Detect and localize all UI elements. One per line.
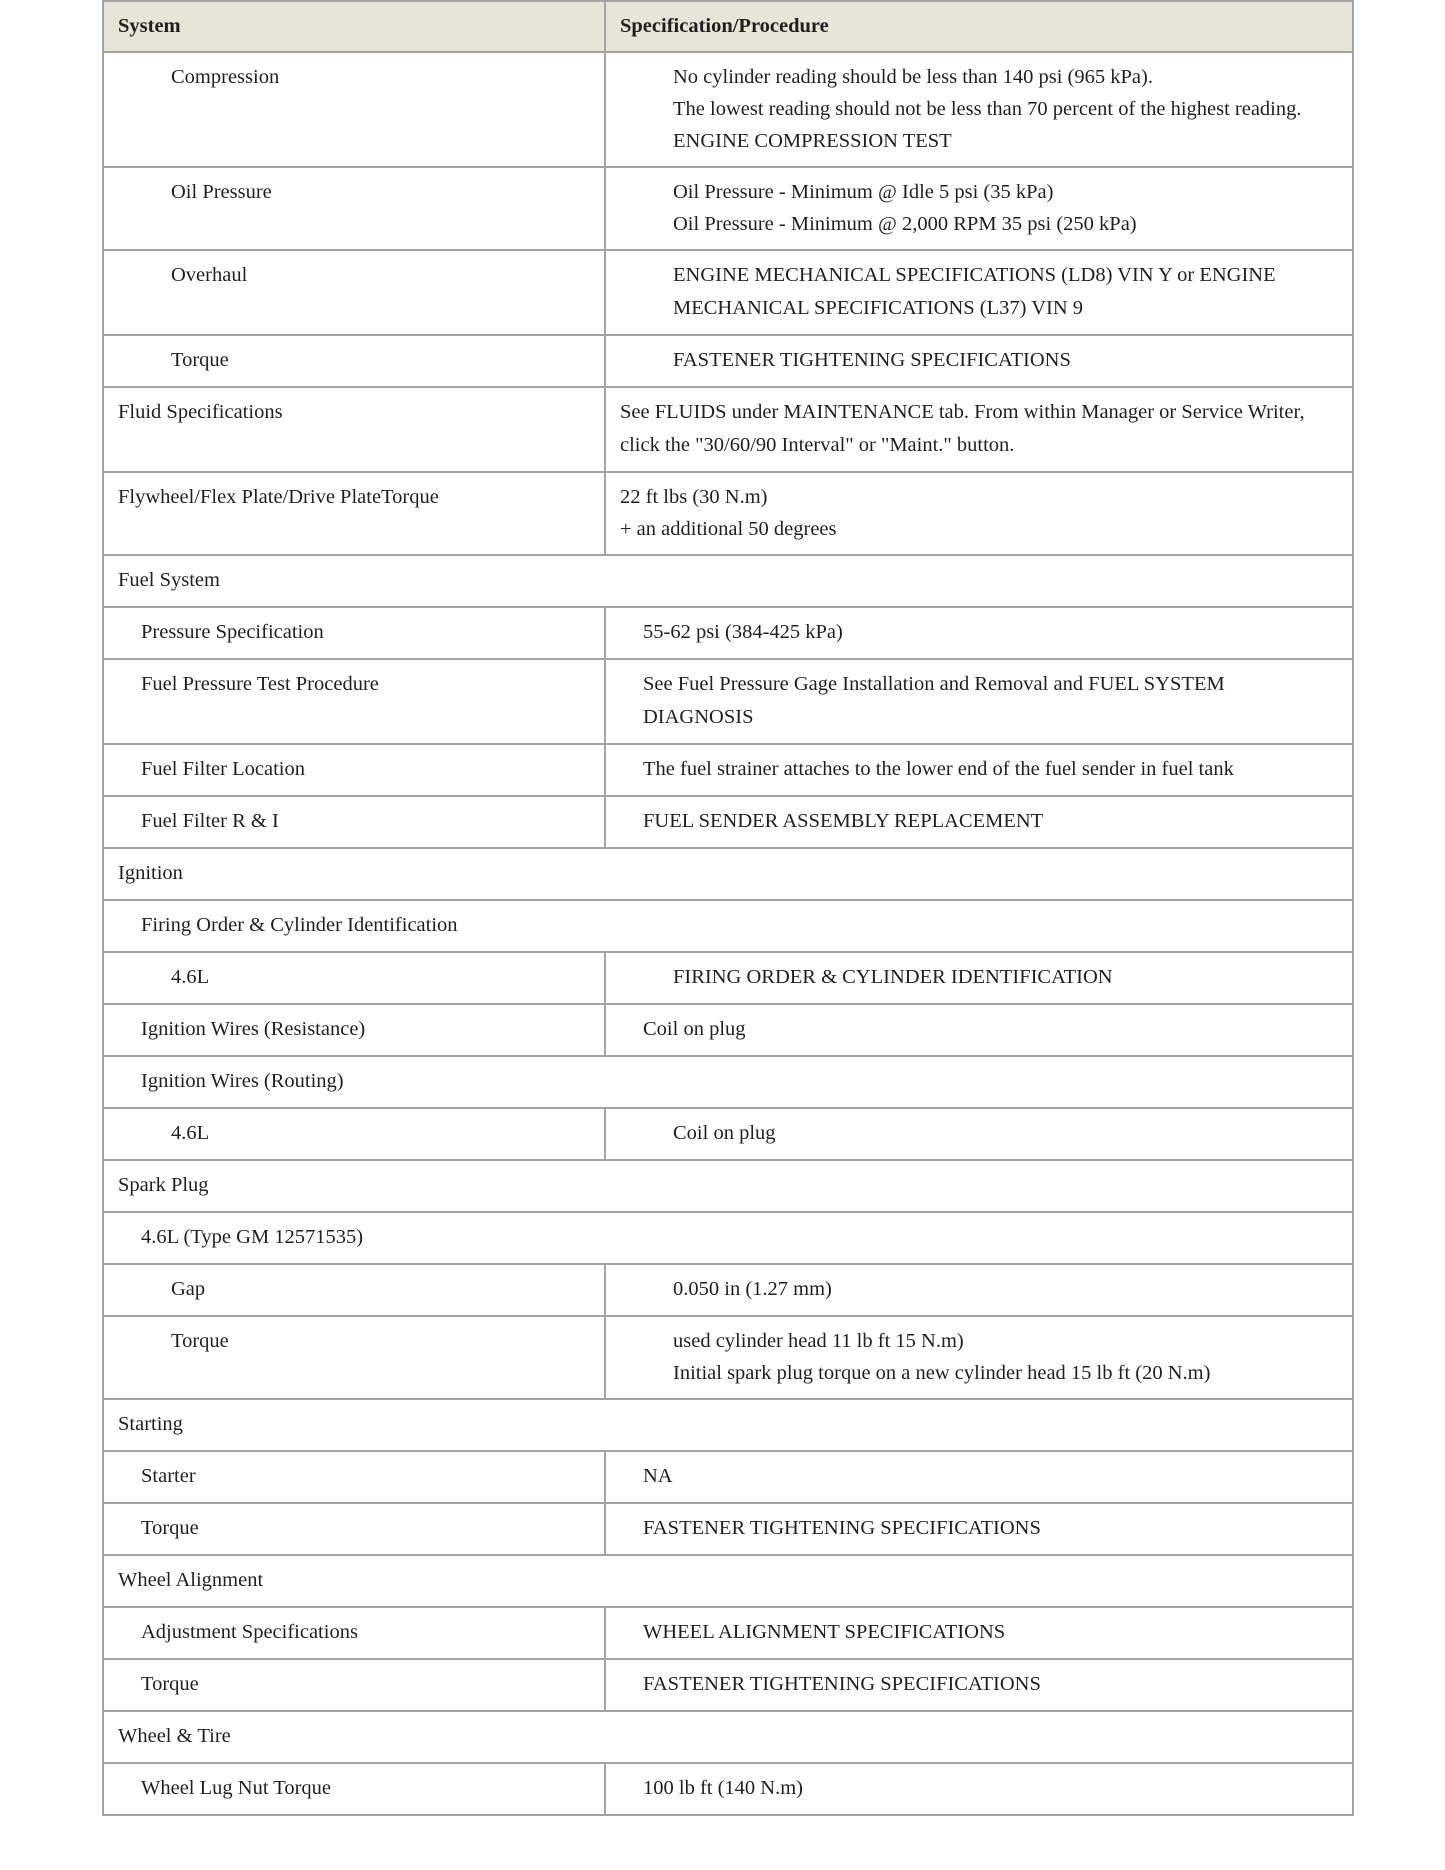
table-row (103, 250, 1353, 335)
spec-cell (605, 796, 1353, 848)
spec-line: used cylinder head 11 lb ft 15 N.m) (673, 1330, 964, 1352)
spec-line: FIRING ORDER & CYLINDER IDENTIFICATION (673, 966, 1113, 988)
table-row (103, 1108, 1353, 1160)
spec-line: Initial spark plug torque on a new cylinder head 15 lb ft (20 N.m) (673, 1362, 1211, 1384)
system-cell: Ignition (103, 848, 1353, 900)
section-row (103, 848, 1353, 900)
section-row (103, 900, 1353, 952)
table-row (103, 744, 1353, 796)
specifications-table (102, 0, 1354, 1816)
section-row (103, 1212, 1353, 1264)
system-cell: Fuel Pressure Test Procedure (103, 659, 605, 744)
header-row (103, 1, 1353, 52)
table-body (103, 52, 1353, 1815)
spec-line: See FLUIDS under MAINTENANCE tab. From within Manager or Service Writer, click the "30/60/90 Interval" or "Maint." button. (620, 401, 1305, 456)
section-row (103, 1711, 1353, 1763)
system-cell: Wheel & Tire (103, 1711, 1353, 1763)
table-row (103, 1607, 1353, 1659)
table-row (103, 1316, 1353, 1399)
system-cell: Fuel Filter R & I (103, 796, 605, 848)
spec-column-header: Specification/Procedure (605, 1, 1353, 52)
section-row (103, 1399, 1353, 1451)
table-row (103, 1763, 1353, 1815)
spec-line: FASTENER TIGHTENING SPECIFICATIONS (643, 1517, 1041, 1539)
system-cell: Pressure Specification (103, 607, 605, 659)
spec-line: See Fuel Pressure Gage Installation and Removal and FUEL SYSTEM DIAGNOSIS (643, 673, 1225, 728)
system-cell: Adjustment Specifications (103, 1607, 605, 1659)
table-row (103, 472, 1353, 555)
system-cell: Ignition Wires (Routing) (103, 1056, 1353, 1108)
spec-line: 22 ft lbs (30 N.m) (620, 486, 768, 508)
spec-cell (605, 607, 1353, 659)
spec-line: Coil on plug (673, 1122, 776, 1144)
system-cell: Torque (103, 1503, 605, 1555)
spec-cell (605, 472, 1353, 555)
spec-cell (605, 1004, 1353, 1056)
table-row (103, 952, 1353, 1004)
table-row (103, 167, 1353, 250)
spec-cell (605, 1451, 1353, 1503)
spec-line: NA (643, 1465, 673, 1487)
spec-line: 100 lb ft (140 N.m) (643, 1777, 803, 1799)
spec-cell (605, 1503, 1353, 1555)
spec-cell (605, 659, 1353, 744)
system-cell: Overhaul (103, 250, 605, 335)
system-cell: Starter (103, 1451, 605, 1503)
spec-line: No cylinder reading should be less than 140 psi (965 kPa). (673, 66, 1153, 88)
spec-line: FASTENER TIGHTENING SPECIFICATIONS (643, 1673, 1041, 1695)
system-cell: Spark Plug (103, 1160, 1353, 1212)
spec-cell (605, 167, 1353, 250)
spec-line: Coil on plug (643, 1018, 746, 1040)
system-cell: Oil Pressure (103, 167, 605, 250)
system-cell: Wheel Lug Nut Torque (103, 1763, 605, 1815)
spec-line: ENGINE COMPRESSION TEST (673, 130, 952, 152)
table-row (103, 607, 1353, 659)
table-row (103, 1004, 1353, 1056)
system-cell: Compression (103, 52, 605, 167)
spec-line: WHEEL ALIGNMENT SPECIFICATIONS (643, 1621, 1006, 1643)
table-row (103, 1659, 1353, 1711)
system-cell: Torque (103, 335, 605, 387)
spec-line: Oil Pressure - Minimum @ 2,000 RPM 35 psi (250 kPa) (673, 213, 1137, 235)
spec-cell (605, 1316, 1353, 1399)
spec-line: 0.050 in (1.27 mm) (673, 1278, 832, 1300)
table-header (103, 1, 1353, 52)
spec-cell (605, 1763, 1353, 1815)
spec-cell (605, 1659, 1353, 1711)
spec-line: FASTENER TIGHTENING SPECIFICATIONS (673, 349, 1071, 371)
spec-cell (605, 1108, 1353, 1160)
spec-cell (605, 387, 1353, 472)
system-cell: 4.6L (Type GM 12571535) (103, 1212, 1353, 1264)
spec-line: The lowest reading should not be less than 70 percent of the highest reading. (673, 98, 1302, 120)
system-cell: 4.6L (103, 1108, 605, 1160)
table-row (103, 1264, 1353, 1316)
spec-line: FUEL SENDER ASSEMBLY REPLACEMENT (643, 810, 1044, 832)
system-cell: Flywheel/Flex Plate/Drive PlateTorque (103, 472, 605, 555)
spec-line: 55-62 psi (384-425 kPa) (643, 621, 843, 643)
system-cell: Wheel Alignment (103, 1555, 1353, 1607)
system-cell: Gap (103, 1264, 605, 1316)
system-cell: Ignition Wires (Resistance) (103, 1004, 605, 1056)
system-column-header: System (103, 1, 605, 52)
section-row (103, 1160, 1353, 1212)
spec-cell (605, 952, 1353, 1004)
table-row (103, 1503, 1353, 1555)
spec-line: Oil Pressure - Minimum @ Idle 5 psi (35 kPa) (673, 181, 1054, 203)
spec-line: The fuel strainer attaches to the lower end of the fuel sender in fuel tank (643, 758, 1234, 780)
table-row (103, 1451, 1353, 1503)
system-cell: Fuel Filter Location (103, 744, 605, 796)
spec-line: ENGINE MECHANICAL SPECIFICATIONS (LD8) VIN Y or ENGINE MECHANICAL SPECIFICATIONS (L37) VIN 9 (673, 264, 1276, 319)
spec-cell (605, 52, 1353, 167)
system-cell: Torque (103, 1659, 605, 1711)
table-row (103, 335, 1353, 387)
spec-cell (605, 1607, 1353, 1659)
spec-cell (605, 1264, 1353, 1316)
table-row (103, 387, 1353, 472)
spec-line: + an additional 50 degrees (620, 518, 837, 540)
system-cell: Firing Order & Cylinder Identification (103, 900, 1353, 952)
spec-cell (605, 250, 1353, 335)
table-row (103, 796, 1353, 848)
section-row (103, 1555, 1353, 1607)
section-row (103, 555, 1353, 607)
spec-cell (605, 335, 1353, 387)
section-row (103, 1056, 1353, 1108)
spec-cell (605, 744, 1353, 796)
table-row (103, 659, 1353, 744)
system-cell: Starting (103, 1399, 1353, 1451)
system-cell: 4.6L (103, 952, 605, 1004)
system-cell: Torque (103, 1316, 605, 1399)
system-cell: Fluid Specifications (103, 387, 605, 472)
table-row (103, 52, 1353, 167)
system-cell: Fuel System (103, 555, 1353, 607)
